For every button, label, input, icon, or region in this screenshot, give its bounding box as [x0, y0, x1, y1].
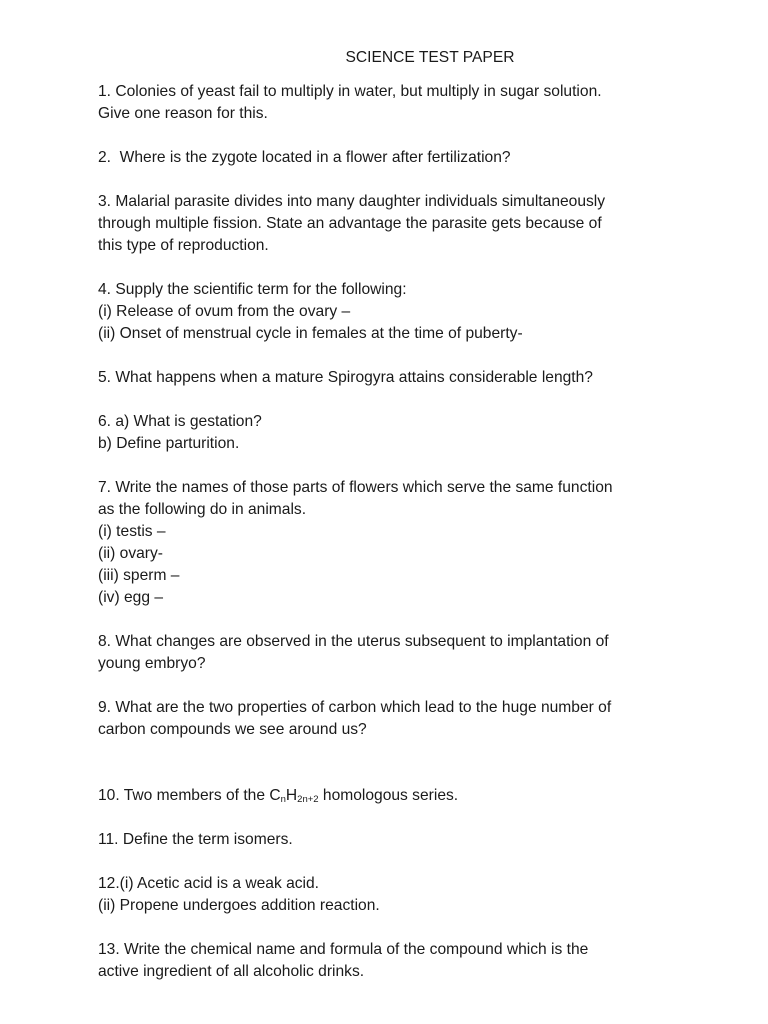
question-13 [98, 939, 658, 983]
question-8 [98, 631, 658, 675]
question-1 [98, 81, 658, 125]
question-line [98, 785, 658, 807]
question-line: (i) testis – [98, 523, 166, 540]
question-line: Give one reason for this. [98, 105, 268, 122]
question-line: (ii) ovary- [98, 545, 163, 562]
formula-suffix: homologous series. [318, 787, 459, 804]
question-7 [98, 477, 658, 609]
question-line: (iii) sperm – [98, 567, 180, 584]
question-3 [98, 191, 658, 257]
question-line: 8. What changes are observed in the uterus subsequent to implantation of [98, 633, 609, 650]
question-line: (i) Release of ovum from the ovary – [98, 303, 351, 320]
question-line: this type of reproduction. [98, 237, 269, 254]
page-title: SCIENCE TEST PAPER [345, 49, 515, 66]
question-10 [98, 785, 658, 807]
question-line: (ii) Onset of menstrual cycle in females at the time of puberty- [98, 325, 523, 342]
question-line: 2. Where is the zygote located in a flower after fertilization? [98, 149, 511, 166]
question-line: 3. Malarial parasite divides into many daughter individuals simultaneously [98, 193, 606, 210]
question-5 [98, 367, 658, 389]
question-line: (iv) egg – [98, 589, 164, 606]
formula-prefix: 10. Two members of the C [98, 787, 281, 804]
question-line: carbon compounds we see around us? [98, 721, 367, 738]
question-line: 13. Write the chemical name and formula of the compound which is the [98, 941, 589, 958]
question-6 [98, 411, 658, 455]
question-line: 11. Define the term isomers. [98, 831, 293, 848]
question-9 [98, 697, 658, 741]
formula-hydrogen: H [285, 787, 298, 804]
question-line: 4. Supply the scientific term for the following: [98, 281, 407, 298]
test-paper [98, 47, 658, 1005]
question-line: 7. Write the names of those parts of flowers which serve the same function [98, 479, 613, 496]
question-line: b) Define parturition. [98, 435, 240, 452]
question-4 [98, 279, 658, 345]
question-line: 6. a) What is gestation? [98, 413, 262, 430]
question-line: as the following do in animals. [98, 501, 307, 518]
question-line: 9. What are the two properties of carbon which lead to the huge number of [98, 699, 612, 716]
question-line: 1. Colonies of yeast fail to multiply in water, but multiply in sugar solution. [98, 83, 602, 100]
question-line: 5. What happens when a mature Spirogyra attains considerable length? [98, 369, 593, 386]
formula-subscript-2n2: 2n+2 [297, 794, 319, 805]
question-line: (ii) Propene undergoes addition reaction. [98, 897, 380, 914]
question-line: through multiple fission. State an advantage the parasite gets because of [98, 215, 602, 232]
formula-subscript-n: n [280, 794, 286, 805]
question-2 [98, 147, 658, 169]
question-line: young embryo? [98, 655, 206, 672]
question-line: 12.(i) Acetic acid is a weak acid. [98, 875, 320, 892]
question-11 [98, 829, 658, 851]
question-12 [98, 873, 658, 917]
question-line: active ingredient of all alcoholic drinks. [98, 963, 365, 980]
